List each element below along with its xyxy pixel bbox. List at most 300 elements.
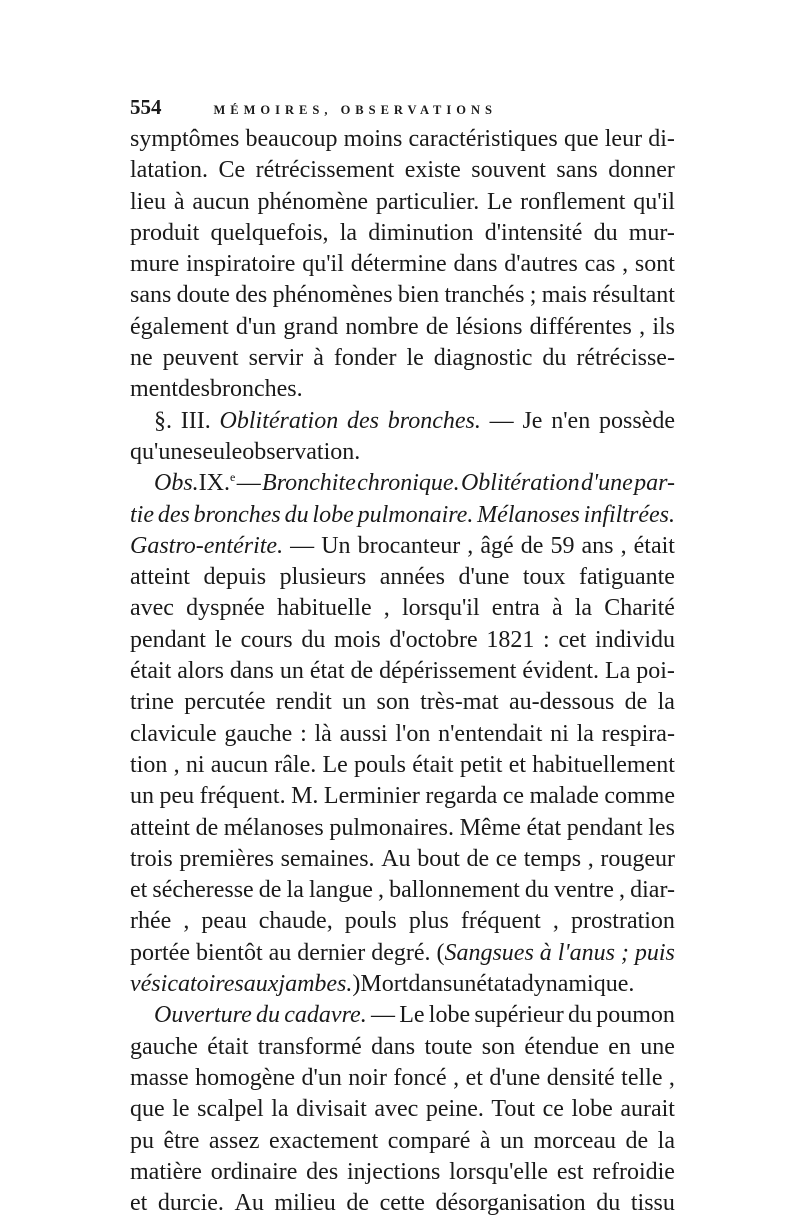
word: — xyxy=(370,1002,395,1029)
word: malade xyxy=(529,783,599,810)
word: aucun xyxy=(192,188,250,215)
word: cours xyxy=(240,626,293,653)
word: différentes xyxy=(529,313,632,340)
word: que xyxy=(563,126,599,152)
word: fatiguante xyxy=(579,564,675,591)
word: Bronchite xyxy=(262,470,356,497)
word: qu'une xyxy=(130,438,193,465)
word: au xyxy=(268,939,292,966)
word: le xyxy=(172,1096,190,1123)
word: un xyxy=(499,1127,524,1154)
word: à xyxy=(539,939,552,966)
word: alors xyxy=(177,658,224,685)
word: d'une xyxy=(458,564,510,591)
word: Ce xyxy=(218,157,246,184)
word: de xyxy=(624,689,648,716)
word: pendant xyxy=(566,814,643,841)
word: durcie. xyxy=(157,1190,224,1217)
text-line xyxy=(130,844,675,875)
word: poumon xyxy=(596,1002,675,1029)
word: l'on xyxy=(395,720,431,747)
word: des xyxy=(306,1158,339,1185)
word: rétrécisse- xyxy=(576,345,675,372)
word: ce xyxy=(502,783,525,810)
word: Même xyxy=(459,814,521,841)
word: ne xyxy=(130,345,153,372)
word: atteint xyxy=(130,564,190,591)
word: mur- xyxy=(628,219,675,246)
word: dans xyxy=(408,971,453,998)
word: 1821 xyxy=(486,626,535,653)
word: bien xyxy=(397,282,440,309)
word: clavicule xyxy=(130,720,217,747)
word: doute xyxy=(176,282,230,309)
word: plus xyxy=(408,908,449,935)
word: langue xyxy=(308,877,373,904)
word: depuis xyxy=(203,564,267,591)
text-line xyxy=(130,280,675,311)
text-line xyxy=(130,218,675,249)
text-line xyxy=(130,813,675,844)
word: toute xyxy=(424,1033,473,1060)
text-line xyxy=(130,187,675,218)
word: , xyxy=(453,1064,460,1091)
word: les xyxy=(648,814,675,841)
word: étendue xyxy=(524,1033,599,1060)
word: beaucoup xyxy=(245,126,338,152)
text-line xyxy=(130,468,675,499)
word: rhée xyxy=(130,908,172,935)
word: , xyxy=(639,313,646,340)
text-line xyxy=(130,343,675,374)
word: du xyxy=(542,345,567,372)
word: de xyxy=(346,1190,369,1217)
word: un xyxy=(452,971,477,998)
word: Le xyxy=(399,1002,425,1029)
word: ronflement xyxy=(520,188,626,215)
word: également xyxy=(130,313,229,340)
word: lobe xyxy=(571,1096,613,1123)
word: dans xyxy=(229,658,274,685)
text-line xyxy=(130,124,675,155)
word: dyspnée xyxy=(186,595,265,622)
word: du xyxy=(593,219,618,246)
text-line xyxy=(130,249,675,280)
word: phénomènes xyxy=(272,282,393,309)
word: ce xyxy=(495,845,518,872)
word: était xyxy=(130,658,172,685)
text-line xyxy=(130,656,675,687)
word: morceau xyxy=(533,1127,617,1154)
word: diagnostic xyxy=(433,345,533,372)
word: souvent xyxy=(471,157,546,184)
word: avec xyxy=(374,1096,419,1123)
word: leur xyxy=(604,126,643,152)
word: dans xyxy=(371,1033,416,1060)
word: comme xyxy=(604,783,675,810)
word: ballonnement xyxy=(389,877,520,904)
word: Obs.IX.$^e$ xyxy=(154,470,236,497)
word: Je xyxy=(522,407,543,434)
word: tie xyxy=(130,501,154,528)
word: évident. xyxy=(522,658,599,685)
word: cas xyxy=(584,251,616,278)
word: mélanoses xyxy=(223,814,324,841)
word: d'un xyxy=(235,313,277,340)
word: ordinaire xyxy=(210,1158,298,1185)
word: di- xyxy=(648,126,675,152)
word: Charité xyxy=(604,595,675,622)
text-line xyxy=(130,312,675,343)
word: lorsqu'elle xyxy=(449,1158,549,1185)
word: du xyxy=(567,1002,592,1029)
word: fréquent. xyxy=(199,783,286,810)
word: à xyxy=(551,595,563,622)
word: scalpel xyxy=(197,1096,264,1123)
word: donner xyxy=(608,157,675,184)
word: observation. xyxy=(242,438,361,465)
word: son xyxy=(481,1033,516,1060)
word: être xyxy=(163,1127,200,1154)
word: qu'il xyxy=(302,251,344,278)
word: moins xyxy=(343,126,403,152)
word: bronches. xyxy=(210,376,303,403)
word: lésions xyxy=(455,313,523,340)
word: jambes.) xyxy=(278,971,361,998)
word: symptômes xyxy=(130,126,240,152)
word: résultant xyxy=(592,282,675,309)
word: très-mat xyxy=(420,689,499,716)
word: cet xyxy=(558,626,587,653)
word: rougeur xyxy=(600,845,675,872)
text-line xyxy=(130,1188,675,1219)
word: produit xyxy=(130,219,200,246)
word: vésicatoires xyxy=(130,971,244,998)
word: aucun xyxy=(210,751,269,778)
word: M. xyxy=(291,783,319,810)
word: Ouverture xyxy=(154,1002,252,1029)
word: âgé xyxy=(480,532,514,559)
word: habituelle xyxy=(276,595,372,622)
word: adynamique. xyxy=(511,971,635,998)
text-line xyxy=(130,875,675,906)
word: ; xyxy=(620,939,629,966)
word: pulmonaire. xyxy=(357,501,474,528)
word: pendant xyxy=(130,626,206,653)
word: plusieurs xyxy=(279,564,367,591)
word: pouls xyxy=(354,751,407,778)
word: ; xyxy=(529,282,537,309)
word: pu xyxy=(130,1127,154,1154)
word: entra xyxy=(491,595,540,622)
text-line xyxy=(130,593,675,624)
word: , xyxy=(620,532,627,559)
word: Tout xyxy=(491,1096,536,1123)
word: sans xyxy=(130,282,172,309)
word: à xyxy=(479,1127,491,1154)
word: caractéristiques xyxy=(408,126,558,152)
page-header xyxy=(130,95,675,121)
text-line xyxy=(130,531,675,562)
word: état xyxy=(309,658,345,685)
text-line xyxy=(130,155,675,186)
word: mais xyxy=(541,282,588,309)
word: en xyxy=(608,1033,631,1060)
word: des xyxy=(178,376,210,403)
word: le xyxy=(214,626,232,653)
word: : xyxy=(300,720,307,747)
word: Le xyxy=(322,751,348,778)
text-line xyxy=(130,500,675,531)
word: noir xyxy=(348,1064,387,1091)
running-head: MÉMOIRES, OBSERVATIONS xyxy=(213,103,497,117)
word: Mélanoses xyxy=(477,501,580,528)
word: ment xyxy=(130,376,178,403)
word: la xyxy=(286,877,304,904)
word: avec xyxy=(130,595,174,622)
word: densité xyxy=(546,1064,615,1091)
word: petit xyxy=(459,751,503,778)
word: degré. xyxy=(371,939,431,966)
word: gauche xyxy=(224,720,293,747)
word: d'intensité xyxy=(484,219,583,246)
word: dans xyxy=(453,251,498,278)
word: foncé xyxy=(393,1064,447,1091)
word: d'une xyxy=(489,1064,541,1091)
word: bronches. xyxy=(387,407,481,434)
word: latation. xyxy=(130,157,208,184)
text-line xyxy=(130,437,675,468)
word: percutée xyxy=(184,689,266,716)
word: Oblitération xyxy=(460,470,580,497)
word: temps xyxy=(523,845,582,872)
word: infiltrées. xyxy=(583,501,675,528)
word: gauche xyxy=(130,1033,198,1060)
word: de xyxy=(425,313,449,340)
word: un xyxy=(342,689,367,716)
word: bout xyxy=(417,845,460,872)
word: inspiratoire xyxy=(186,251,296,278)
word: Au xyxy=(234,1190,264,1217)
word: individu xyxy=(594,626,675,653)
word: Au xyxy=(381,845,411,872)
word: n'entendait xyxy=(438,720,543,747)
word: détermine xyxy=(350,251,447,278)
word: la xyxy=(574,595,593,622)
word: ni xyxy=(185,751,205,778)
word: d'octobre xyxy=(389,626,478,653)
word: cadavre. xyxy=(284,1002,367,1029)
word: peu xyxy=(159,783,195,810)
word: tion xyxy=(130,751,168,778)
word: La xyxy=(604,658,631,685)
word: de xyxy=(195,814,219,841)
word: des xyxy=(347,407,379,434)
word: existe xyxy=(404,157,461,184)
word: , xyxy=(467,532,474,559)
word: portée xyxy=(130,939,190,966)
word: fréquent xyxy=(460,908,541,935)
word: du xyxy=(301,626,326,653)
word: de xyxy=(258,877,282,904)
word: milieu xyxy=(274,1190,336,1217)
word: mure xyxy=(130,251,180,278)
word: de xyxy=(520,532,544,559)
text-line xyxy=(130,719,675,750)
word: tranchés xyxy=(444,282,525,309)
word: §. xyxy=(154,407,172,434)
word: , xyxy=(587,845,594,872)
word: dernier xyxy=(297,939,366,966)
text-line xyxy=(130,969,675,1000)
word: homogène xyxy=(195,1064,296,1091)
word: de xyxy=(350,658,374,685)
word: bientôt xyxy=(195,939,263,966)
word: particulier. xyxy=(375,188,480,215)
word: la xyxy=(657,689,675,716)
word: , xyxy=(183,908,190,935)
text-line xyxy=(130,1032,675,1063)
word: Gastro-entérite. xyxy=(130,532,284,559)
word: peuvent xyxy=(162,345,239,372)
word: grand xyxy=(283,313,339,340)
word: ni xyxy=(550,720,569,747)
word: : xyxy=(542,626,550,653)
word: un xyxy=(130,783,154,810)
word: poi- xyxy=(636,658,675,685)
text-line xyxy=(130,1063,675,1094)
word: diar- xyxy=(630,877,675,904)
word: regarda xyxy=(425,783,498,810)
word: pulmonaires. xyxy=(329,814,454,841)
word: n'en xyxy=(551,407,591,434)
word: bronches xyxy=(193,501,281,528)
word: des xyxy=(157,501,190,528)
word: aussi xyxy=(339,720,388,747)
word: à xyxy=(313,345,324,372)
word: ils xyxy=(652,313,675,340)
word: du xyxy=(256,1002,281,1029)
word: brocanteur xyxy=(357,532,461,559)
word: lieu xyxy=(130,188,166,215)
text-line xyxy=(130,906,675,937)
text-line xyxy=(130,1157,675,1188)
word: la xyxy=(339,219,358,246)
word: et xyxy=(465,1064,483,1091)
word: transformé xyxy=(257,1033,362,1060)
word: années xyxy=(379,564,445,591)
word: — xyxy=(489,407,514,434)
word: respira- xyxy=(601,720,675,747)
word: à xyxy=(173,188,185,215)
word: lobe xyxy=(312,501,354,528)
word: , xyxy=(378,877,385,904)
word: là xyxy=(314,720,332,747)
text-line xyxy=(130,374,675,405)
word: et xyxy=(508,751,527,778)
word: ans xyxy=(581,532,614,559)
word: semaines. xyxy=(280,845,375,872)
word: tissu xyxy=(630,1190,675,1217)
text-line xyxy=(130,406,675,437)
page-number: 554 xyxy=(130,95,162,119)
word: le xyxy=(406,345,424,372)
text-line xyxy=(130,1126,675,1157)
word: mois xyxy=(333,626,381,653)
word: matière xyxy=(130,1158,202,1185)
body-text xyxy=(130,124,675,1219)
word: la xyxy=(657,1127,675,1154)
word: habituellement xyxy=(532,751,675,778)
word: au-dessous xyxy=(509,689,615,716)
word: aurait xyxy=(620,1096,675,1123)
word: peau xyxy=(201,908,247,935)
word: Un xyxy=(321,532,351,559)
word: assez xyxy=(208,1127,260,1154)
word: d'autres xyxy=(504,251,578,278)
word: (Sangsues xyxy=(436,939,534,966)
word: état xyxy=(526,814,562,841)
word: , xyxy=(622,251,629,278)
word: désorganisation xyxy=(435,1190,586,1217)
word: rendit xyxy=(275,689,332,716)
text-line xyxy=(130,1000,675,1031)
word: chaude, xyxy=(258,908,333,935)
word: Oblitération xyxy=(219,407,339,434)
word: un xyxy=(279,658,304,685)
word: de xyxy=(466,845,490,872)
word: atteint xyxy=(130,814,190,841)
word: du xyxy=(284,501,309,528)
word: Lerminier xyxy=(323,783,420,810)
word: du xyxy=(596,1190,621,1217)
word: sans xyxy=(556,157,598,184)
word: diminution xyxy=(368,219,474,246)
word: fonder xyxy=(333,345,397,372)
word: cette xyxy=(379,1190,425,1217)
word: et xyxy=(130,1190,148,1217)
word: chronique. xyxy=(357,470,460,497)
word: d'une xyxy=(580,470,633,497)
word: peine. xyxy=(425,1096,484,1123)
word: 59 xyxy=(550,532,575,559)
word: servir xyxy=(248,345,304,372)
word: toux xyxy=(522,564,566,591)
word: refroidie xyxy=(592,1158,675,1185)
word: prostration xyxy=(570,908,675,935)
word: la xyxy=(576,720,594,747)
word: était xyxy=(633,532,675,559)
word: sont xyxy=(634,251,675,278)
word: possède xyxy=(598,407,675,434)
text-line xyxy=(130,938,675,969)
word: la xyxy=(271,1096,289,1123)
word: phénomène xyxy=(257,188,369,215)
word: et xyxy=(130,877,148,904)
word: , xyxy=(619,877,626,904)
word: Le xyxy=(487,188,513,215)
word: ce xyxy=(542,1096,564,1123)
word: puis xyxy=(634,939,675,966)
word: rétrécissement xyxy=(255,157,395,184)
word: masse xyxy=(130,1064,189,1091)
word: lorsqu'il xyxy=(401,595,480,622)
word: une xyxy=(640,1033,675,1060)
text-line xyxy=(130,1094,675,1125)
word: ventre xyxy=(553,877,614,904)
word: d'un xyxy=(301,1064,342,1091)
word: de xyxy=(625,1127,649,1154)
